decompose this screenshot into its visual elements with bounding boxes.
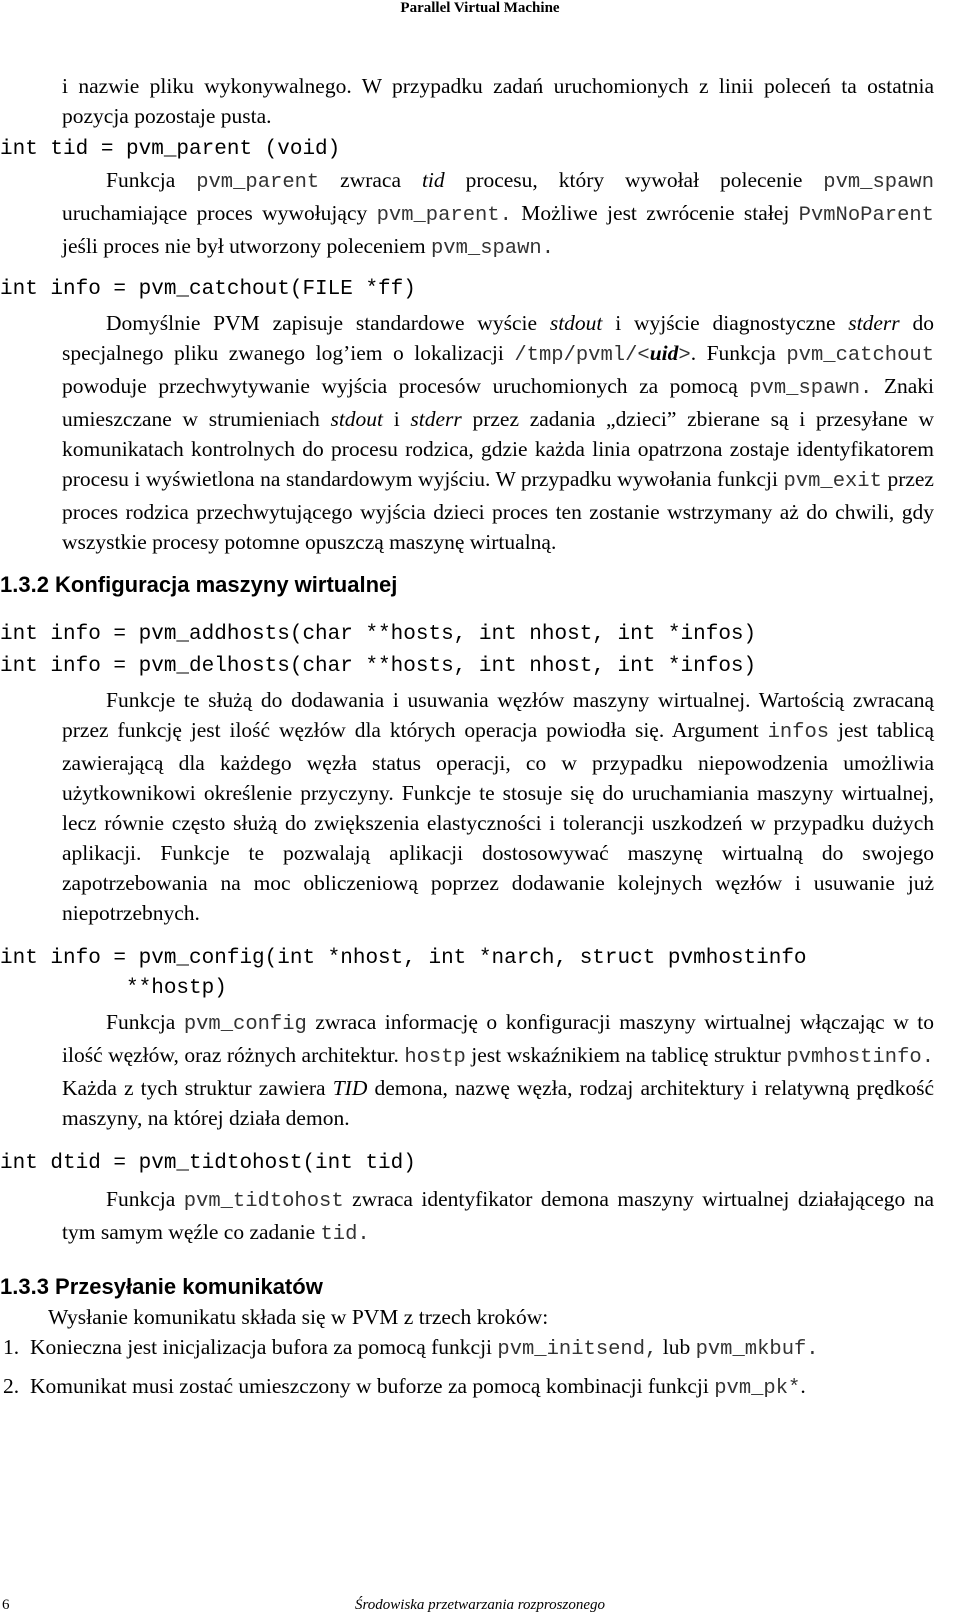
text: do specjalnego pliku zwanego log’iem o lokalizacji (62, 311, 934, 365)
italic-text: TID (332, 1076, 368, 1100)
text: Funkcja (106, 1010, 184, 1034)
code-text: infos (767, 721, 830, 744)
steps-list (0, 1332, 934, 1404)
list-item (0, 1371, 934, 1404)
italic-text: tid (421, 168, 445, 192)
italic-text: uid (649, 341, 679, 365)
code-text: hostp (404, 1046, 466, 1069)
text: Każda z tych struktur zawiera (62, 1076, 333, 1100)
paragraph-continuation (62, 71, 934, 131)
text: zwraca (319, 168, 422, 192)
function-signature-pvm-delhosts: int info = pvm_delhosts(char **hosts, int nhost, int *infos) (0, 655, 757, 678)
page-number: 6 (2, 1597, 10, 1613)
text: zwraca informację o konfiguracji maszyny wirtualnej włączając w to ilość węzłów, oraz różnych architektur. (62, 1010, 934, 1067)
page-content (0, 68, 934, 1404)
text: Możliwe jest zwrócenie stałej (511, 201, 799, 225)
italic-text: stdout (549, 311, 603, 335)
paragraph-pvm-tidtohost (62, 1184, 934, 1250)
paragraph-intro (48, 1302, 934, 1332)
text: przez proces rodzica przechwytującego wyjścia dzieci proces ten zostanie wstrzymany aż do chwili, gdy wszystkie procesy potomne opuszczą maszynę wirtualną. (62, 467, 934, 554)
text: uruchamiające proces wywołujący (62, 201, 377, 225)
list-number: 2. (3, 1374, 20, 1398)
code-text: pvm_mkbuf. (695, 1338, 819, 1361)
text: Komunikat musi zostać umieszczony w buforze za pomocą kombinacji funkcji (30, 1374, 715, 1398)
code-text: pvm_tidtohost (183, 1190, 344, 1213)
text: jest tablicą zawierającą dla każdego węzła status operacji, co w przypadku niepowodzenia umożliwia użytkownikowi określenie przyczyny. Funkcje te stosuje się do uruchamiania maszyny wirtualnej, lecz równie często służą do zwiększenia elastyczności i tolerancji uszkodzeń w przypadku dużych aplikacji. Funkcje te pozwalają aplikacji dostosowywać maszynę wirtualną do swojego zapotrzebowania na moc obliczeniową poprzez dodawanie kolejnych węzłów i usuwanie już niepotrzebnych. (62, 718, 934, 925)
text: Funkcje te służą do dodawania i usuwania węzłów maszyny wirtualnej. Wartością zwracaną przez funkcję jest ilość węzłów dla których operacja powiodła się. Argument (62, 688, 934, 742)
text: lub (657, 1335, 696, 1359)
text: Znaki umieszczane w strumieniach (62, 374, 934, 431)
code-text: pvm_parent. (376, 204, 512, 227)
code-text: pvm_spawn. (430, 237, 555, 260)
code-text: pvm_exit (783, 470, 882, 493)
list-item (0, 1332, 934, 1365)
text: Wysłanie komunikatu składa się w PVM z trzech kroków: (48, 1305, 549, 1329)
section-heading-1-3-2: 1.3.2 Konfiguracja maszyny wirtualnej (0, 572, 398, 597)
paragraph-pvm-catchout (62, 308, 934, 557)
text: . Funkcja (690, 341, 787, 365)
text: przez zadania „dzieci” zbierane są i przesyłane w komunikatach kontrolnych do procesu rodzica, gdzie każda linia opatrzona zostaje identyfikatorem procesu i wyświetlona na standardowym wyjściu. W przypadku wywołania funkcji (62, 407, 934, 491)
function-signature-pvm-addhosts: int info = pvm_addhosts(char **hosts, int nhost, int *infos) (0, 623, 757, 646)
code-text: pvm_pk* (714, 1377, 801, 1400)
text: jest wskaźnikiem na tablicę struktur (465, 1043, 787, 1067)
text: Konieczna jest inicjalizacja bufora za pomocą funkcji (30, 1335, 498, 1359)
code-text: pvm_config (183, 1013, 307, 1036)
text: Funkcja (106, 168, 197, 192)
code-text: pvm_parent (196, 171, 320, 194)
text: i nazwie pliku wykonywalnego. W przypadku zadań uruchomionych z linii poleceń ta ostatnia pozycja pozostaje pusta. (62, 74, 934, 128)
function-signature-pvm-parent: int tid = pvm_parent (void) (0, 138, 341, 161)
running-footer: Środowiska przetwarzania rozproszonego (354, 1597, 606, 1613)
text: jeśli proces nie był utworzony poleceniem (62, 234, 431, 258)
code-text: PvmNoParent (798, 204, 934, 227)
paragraph-pvm-config (62, 1007, 934, 1133)
section-heading-1-3-3: 1.3.3 Przesyłanie komunikatów (0, 1274, 323, 1299)
text: zwraca identyfikator demona maszyny wirtualnej działającego na tym samym węźle co zadanie (62, 1187, 934, 1244)
function-signature-pvm-tidtohost: int dtid = pvm_tidtohost(int tid) (0, 1152, 416, 1175)
text: Domyślnie PVM zapisuje standardowe wyście (106, 311, 550, 335)
list-number: 1. (3, 1335, 20, 1359)
code-text: tid. (320, 1223, 370, 1246)
function-signature-pvm-config: int info = pvm_config(int *nhost, int *narch, struct pvmhostinfo (0, 947, 807, 970)
italic-text: stderr (848, 311, 900, 335)
text: . (800, 1374, 806, 1398)
code-text: pvm_initsend, (497, 1338, 658, 1361)
code-text: pvmhostinfo. (786, 1046, 934, 1069)
text: procesu, który wywołał polecenie (444, 168, 824, 192)
code-text: pvm_spawn (823, 171, 934, 194)
code-text: > (678, 344, 691, 367)
text: powoduje przechwytywanie wyjścia procesów uruchomionych za pomocą (62, 374, 750, 398)
italic-text: stderr (410, 407, 462, 431)
code-text: /tmp/pvml/< (514, 344, 650, 367)
function-signature-pvm-config-cont: **hostp) (0, 977, 227, 1000)
code-text: pvm_spawn. (749, 377, 873, 400)
code-text: pvm_catchout (786, 344, 934, 367)
italic-text: stdout (330, 407, 384, 431)
text: i wyjście diagnostyczne (602, 311, 849, 335)
paragraph-addhosts (62, 685, 934, 928)
running-header: Parallel Virtual Machine (400, 0, 560, 16)
text: demona, nazwę węzła, rodzaj architektury i relatywną prędkość maszyny, na której działa demon. (62, 1076, 934, 1130)
paragraph-pvm-parent (62, 165, 934, 264)
text: i (383, 407, 411, 431)
function-signature-pvm-catchout: int info = pvm_catchout(FILE *ff) (0, 278, 416, 301)
text: Funkcja (106, 1187, 184, 1211)
